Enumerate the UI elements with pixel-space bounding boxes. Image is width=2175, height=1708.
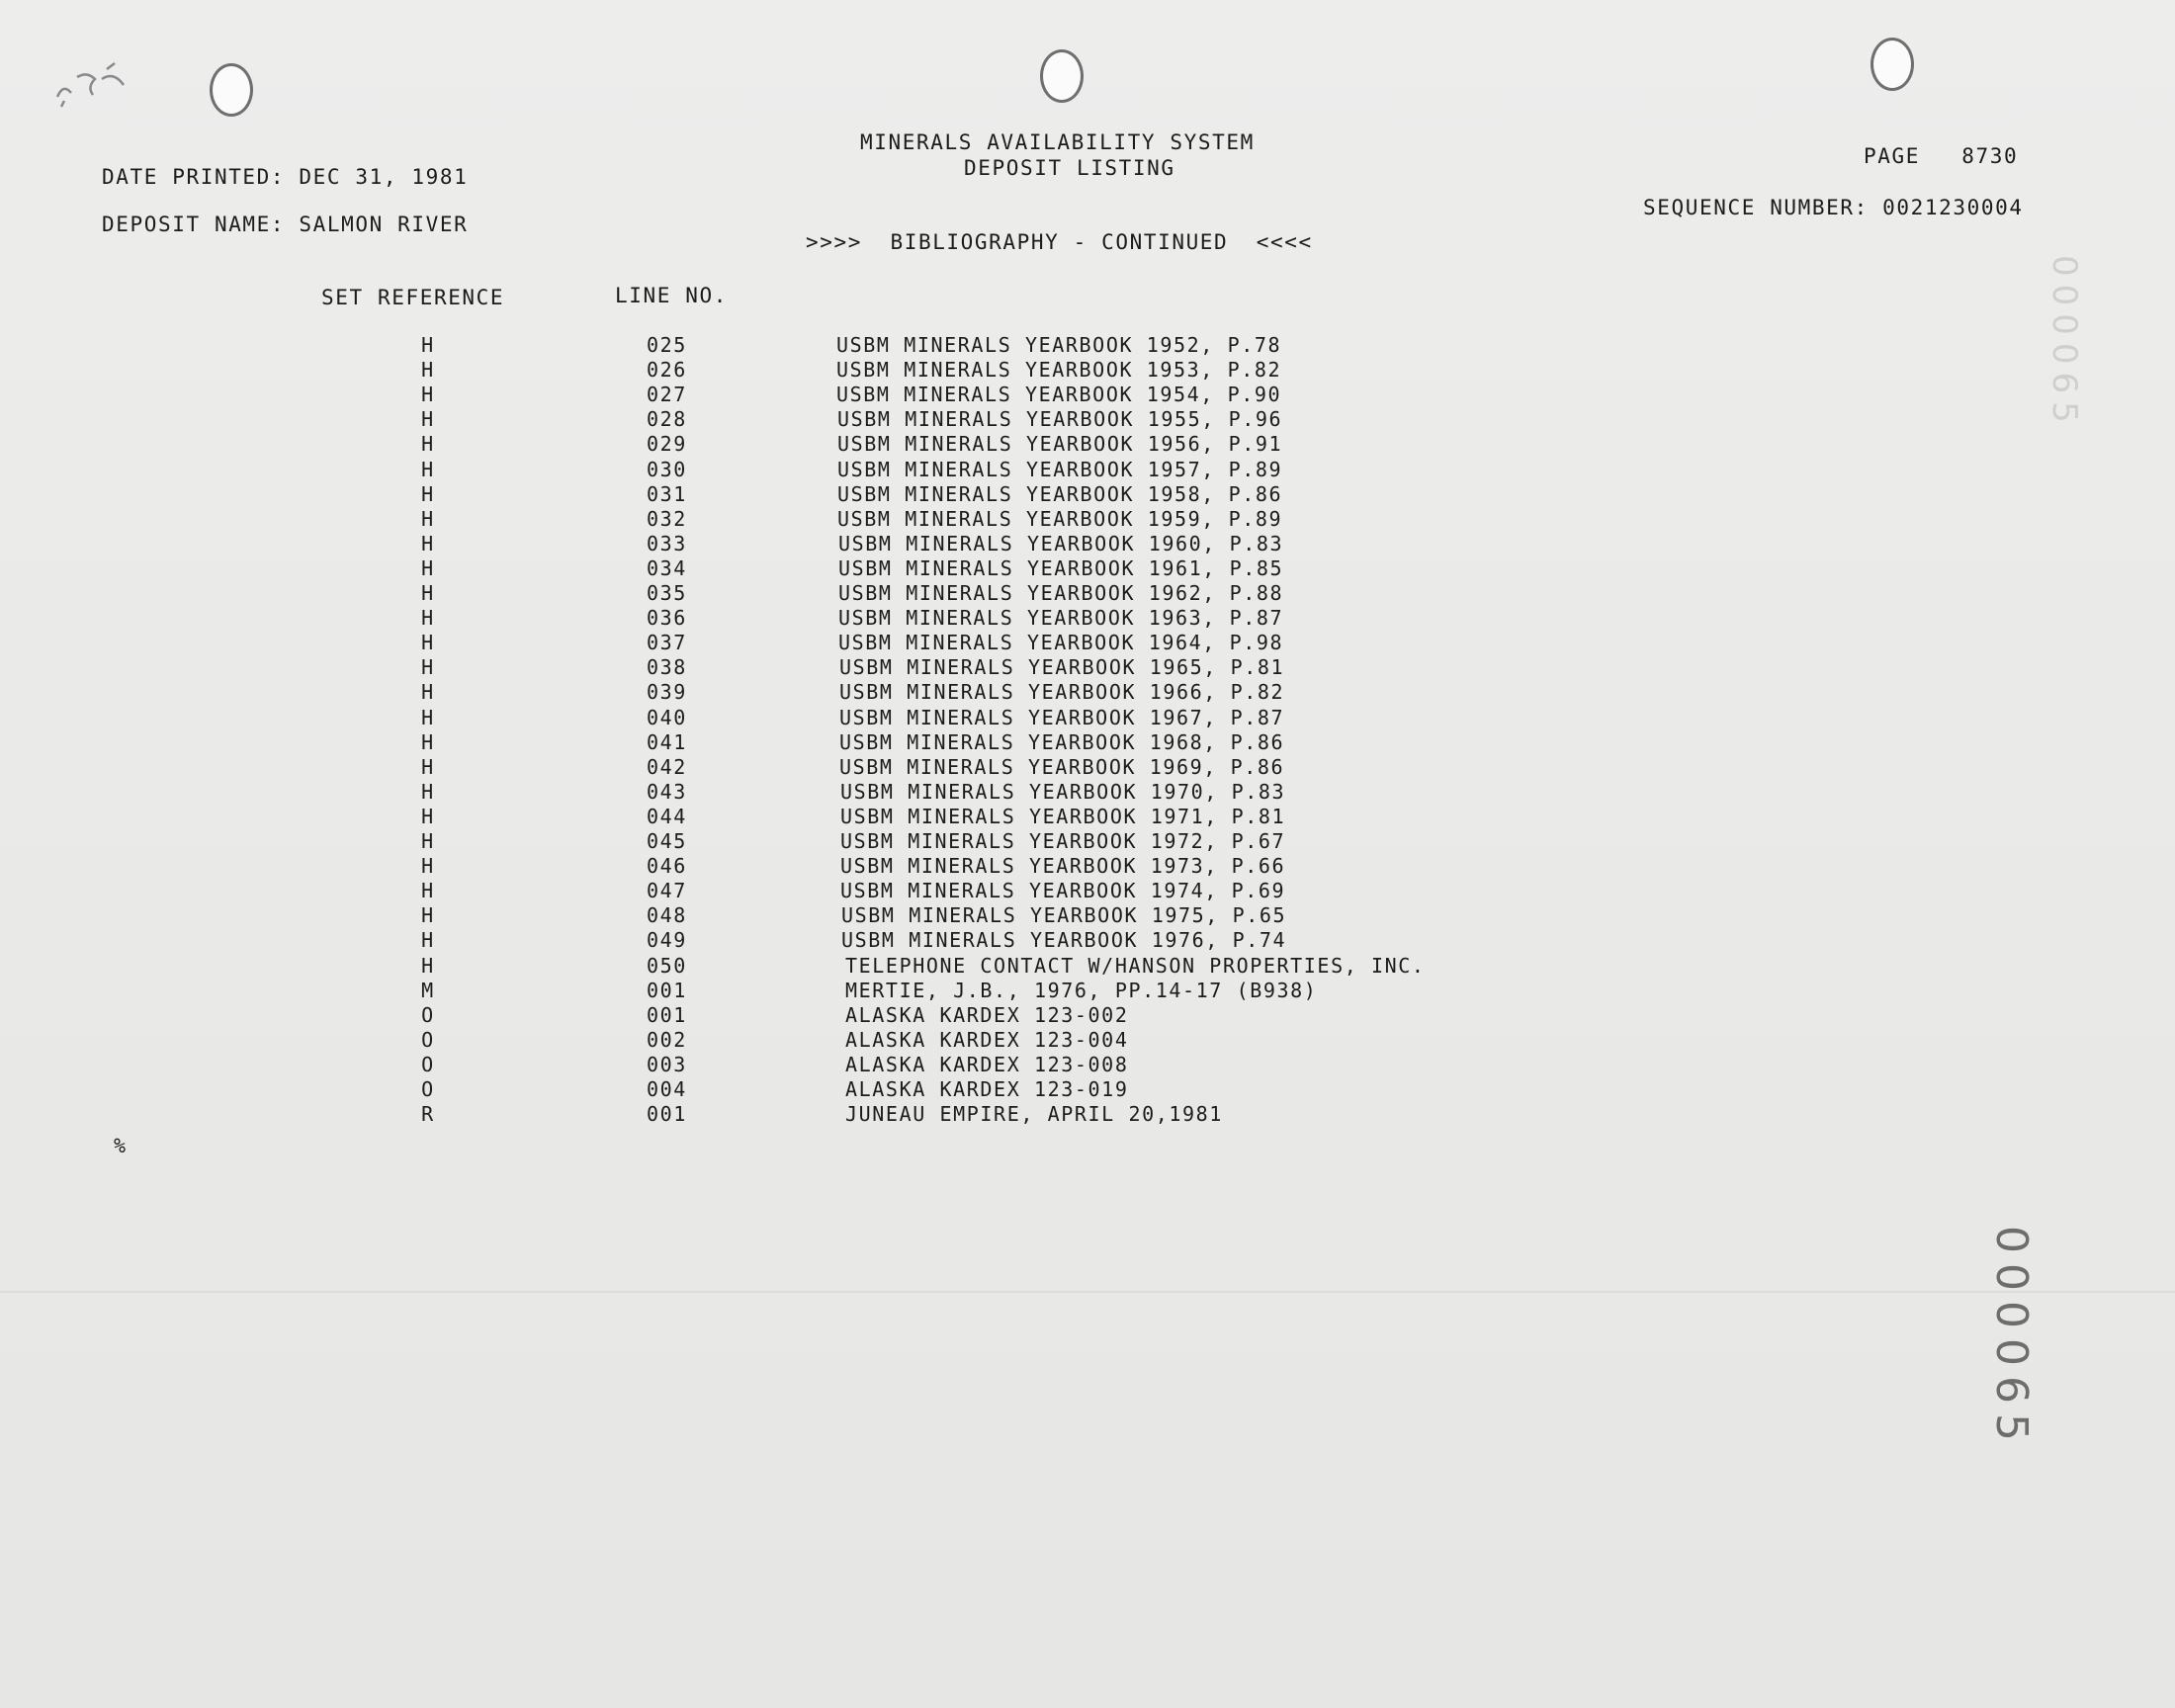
page-value: 8730 [1961, 144, 2019, 168]
line-number-cell: 040 [647, 705, 687, 729]
line-number-cell: 037 [647, 631, 687, 655]
table-row [0, 730, 2175, 755]
deposit-name-value: SALMON RIVER [299, 213, 469, 236]
table-row [0, 655, 2175, 680]
set-reference-cell: R [421, 1102, 435, 1127]
description-cell: USBM MINERALS YEARBOOK 1968, P.86 [839, 729, 1285, 754]
set-reference-cell: H [421, 457, 435, 481]
description-cell: ALASKA KARDEX 123-019 [845, 1077, 1129, 1101]
punch-hole-right [1870, 38, 1914, 91]
description-cell: USBM MINERALS YEARBOOK 1967, P.87 [839, 705, 1285, 729]
line-number-cell: 046 [647, 854, 687, 879]
line-number-cell: 050 [647, 953, 687, 978]
table-row [0, 1028, 2175, 1053]
table-row [0, 854, 2175, 879]
table-row [0, 581, 2175, 606]
table-row [0, 383, 2175, 407]
deposit-name-label: DEPOSIT NAME: [102, 213, 286, 236]
date-printed-value: DEC 31, 1981 [299, 165, 469, 189]
set-reference-cell: H [421, 754, 435, 779]
set-reference-cell: H [421, 333, 435, 357]
description-cell: USBM MINERALS YEARBOOK 1954, P.90 [836, 383, 1282, 407]
description-cell: USBM MINERALS YEARBOOK 1971, P.81 [840, 804, 1286, 828]
line-number-cell: 028 [647, 407, 687, 432]
date-printed [102, 165, 468, 189]
set-reference-cell: H [421, 655, 435, 680]
description-cell: USBM MINERALS YEARBOOK 1963, P.87 [838, 606, 1284, 631]
punch-hole-center [1040, 49, 1084, 103]
table-row [0, 755, 2175, 780]
table-row [0, 680, 2175, 705]
date-printed-label: DATE PRINTED: [102, 165, 286, 189]
line-number-cell: 049 [647, 928, 687, 953]
description-cell: USBM MINERALS YEARBOOK 1969, P.86 [839, 754, 1285, 779]
line-number-cell: 047 [647, 879, 687, 903]
table-row [0, 829, 2175, 854]
line-number-cell: 001 [647, 978, 687, 1002]
line-number-cell: 042 [647, 754, 687, 779]
description-cell: ALASKA KARDEX 123-008 [845, 1052, 1129, 1076]
description-cell: USBM MINERALS YEARBOOK 1952, P.78 [836, 333, 1282, 357]
set-reference-cell: H [421, 631, 435, 655]
sequence-value: 0021230004 [1882, 196, 2024, 219]
table-row [0, 358, 2175, 383]
set-reference-cell: O [421, 1052, 435, 1076]
listing-title: DEPOSIT LISTING [964, 156, 1175, 180]
set-reference-cell: M [421, 978, 435, 1002]
set-reference-cell: H [421, 903, 435, 928]
line-number-cell: 038 [647, 655, 687, 680]
description-cell: MERTIE, J.B., 1976, PP.14-17 (B938) [845, 978, 1318, 1002]
footer-mark: % [114, 1134, 127, 1157]
set-reference-cell: H [421, 680, 435, 705]
set-reference-cell: H [421, 531, 435, 555]
table-row [0, 458, 2175, 482]
description-cell: USBM MINERALS YEARBOOK 1973, P.66 [840, 854, 1286, 879]
description-cell: USBM MINERALS YEARBOOK 1964, P.98 [838, 631, 1284, 655]
description-cell: USBM MINERALS YEARBOOK 1959, P.89 [837, 506, 1283, 531]
page-label: PAGE [1864, 144, 1920, 168]
table-row [0, 805, 2175, 829]
description-cell: JUNEAU EMPIRE, APRIL 20,1981 [845, 1102, 1223, 1127]
description-cell: USBM MINERALS YEARBOOK 1953, P.82 [836, 358, 1282, 383]
line-number-cell: 034 [647, 555, 687, 580]
description-cell: ALASKA KARDEX 123-004 [845, 1027, 1129, 1052]
description-cell: USBM MINERALS YEARBOOK 1975, P.65 [841, 903, 1287, 928]
table-row [0, 979, 2175, 1003]
set-reference-cell: H [421, 928, 435, 953]
description-cell: USBM MINERALS YEARBOOK 1976, P.74 [841, 928, 1287, 953]
set-reference-cell: H [421, 432, 435, 457]
line-number-cell: 044 [647, 804, 687, 828]
punch-hole-left [210, 63, 253, 117]
line-number-cell: 002 [647, 1027, 687, 1052]
description-cell: USBM MINERALS YEARBOOK 1956, P.91 [837, 432, 1283, 457]
line-number-cell: 032 [647, 506, 687, 531]
description-cell: USBM MINERALS YEARBOOK 1961, P.85 [838, 555, 1284, 580]
table-row [0, 507, 2175, 532]
table-row [0, 954, 2175, 979]
line-number-cell: 025 [647, 333, 687, 357]
set-reference-cell: O [421, 1077, 435, 1101]
table-row [0, 606, 2175, 631]
set-reference-cell: H [421, 581, 435, 605]
paper-fold-line [0, 1291, 2175, 1293]
bleed-through-stamp: 000065 [2044, 255, 2084, 431]
page-number [1864, 144, 2018, 168]
set-reference-cell: H [421, 779, 435, 804]
set-reference-cell: H [421, 879, 435, 903]
table-row [0, 482, 2175, 507]
line-number-cell: 045 [647, 829, 687, 853]
line-number-cell: 004 [647, 1077, 687, 1101]
description-cell: USBM MINERALS YEARBOOK 1962, P.88 [838, 581, 1284, 605]
set-reference-cell: H [421, 606, 435, 631]
line-number-cell: 035 [647, 581, 687, 605]
side-stamp: 000065 [1986, 1226, 2037, 1451]
table-row [0, 1053, 2175, 1077]
set-reference-cell: H [421, 506, 435, 531]
description-cell: USBM MINERALS YEARBOOK 1965, P.81 [839, 655, 1285, 680]
description-cell: USBM MINERALS YEARBOOK 1960, P.83 [838, 531, 1284, 555]
description-cell: USBM MINERALS YEARBOOK 1955, P.96 [837, 407, 1283, 432]
sequence-number [1643, 196, 2024, 219]
set-reference-cell: H [421, 358, 435, 383]
section-title: >>>> BIBLIOGRAPHY - CONTINUED <<<< [806, 230, 1313, 254]
column-header-line-no: LINE NO. [615, 284, 728, 307]
set-reference-cell: H [421, 729, 435, 754]
handwritten-scribble [47, 57, 176, 117]
column-header-set-reference: SET REFERENCE [321, 286, 505, 309]
table-row [0, 532, 2175, 556]
table-row [0, 333, 2175, 358]
line-number-cell: 036 [647, 606, 687, 631]
line-number-cell: 029 [647, 432, 687, 457]
set-reference-cell: H [421, 953, 435, 978]
line-number-cell: 001 [647, 1002, 687, 1027]
table-row [0, 1077, 2175, 1102]
sequence-label: SEQUENCE NUMBER: [1643, 196, 1869, 219]
description-cell: USBM MINERALS YEARBOOK 1966, P.82 [839, 680, 1285, 705]
line-number-cell: 026 [647, 358, 687, 383]
table-row [0, 407, 2175, 432]
description-cell: USBM MINERALS YEARBOOK 1974, P.69 [840, 879, 1286, 903]
description-cell: USBM MINERALS YEARBOOK 1957, P.89 [837, 457, 1283, 481]
table-row [0, 1102, 2175, 1127]
set-reference-cell: H [421, 383, 435, 407]
description-cell: ALASKA KARDEX 123-002 [845, 1002, 1129, 1027]
deposit-name [102, 213, 468, 236]
table-row [0, 631, 2175, 655]
description-cell: USBM MINERALS YEARBOOK 1970, P.83 [840, 779, 1286, 804]
table-row [0, 928, 2175, 953]
set-reference-cell: H [421, 854, 435, 879]
line-number-cell: 031 [647, 481, 687, 506]
line-number-cell: 030 [647, 457, 687, 481]
set-reference-cell: H [421, 407, 435, 432]
line-number-cell: 039 [647, 680, 687, 705]
set-reference-cell: O [421, 1027, 435, 1052]
line-number-cell: 033 [647, 531, 687, 555]
table-row [0, 556, 2175, 581]
line-number-cell: 001 [647, 1102, 687, 1127]
description-cell: TELEPHONE CONTACT W/HANSON PROPERTIES, INC. [845, 953, 1426, 978]
system-title: MINERALS AVAILABILITY SYSTEM [860, 130, 1255, 154]
line-number-cell: 027 [647, 383, 687, 407]
table-row [0, 879, 2175, 903]
set-reference-cell: H [421, 829, 435, 853]
line-number-cell: 041 [647, 729, 687, 754]
description-cell: USBM MINERALS YEARBOOK 1972, P.67 [840, 829, 1286, 853]
table-row [0, 432, 2175, 457]
table-row [0, 903, 2175, 928]
set-reference-cell: H [421, 804, 435, 828]
line-number-cell: 003 [647, 1052, 687, 1076]
line-number-cell: 043 [647, 779, 687, 804]
line-number-cell: 048 [647, 903, 687, 928]
set-reference-cell: H [421, 481, 435, 506]
set-reference-cell: O [421, 1002, 435, 1027]
table-row [0, 780, 2175, 805]
set-reference-cell: H [421, 705, 435, 729]
description-cell: USBM MINERALS YEARBOOK 1958, P.86 [837, 481, 1283, 506]
table-row [0, 1003, 2175, 1028]
table-row [0, 706, 2175, 730]
set-reference-cell: H [421, 555, 435, 580]
